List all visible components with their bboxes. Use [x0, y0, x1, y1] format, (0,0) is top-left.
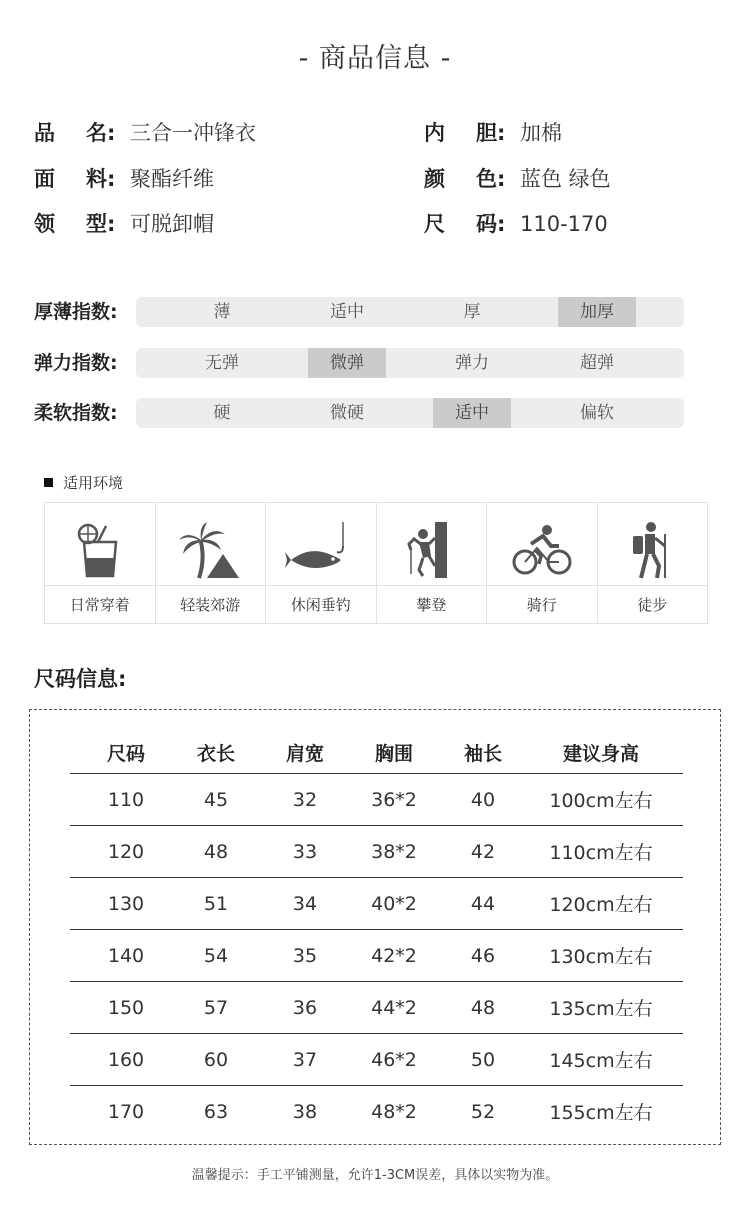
drink-glass-icon [45, 517, 155, 583]
table-cell: 63 [203, 1100, 229, 1123]
table-cell: 33 [292, 840, 318, 863]
table-cell: 140 [107, 944, 145, 967]
table-cell: 45 [203, 788, 229, 811]
env-label: 骑行 [487, 585, 597, 623]
table-cell: 120cm左右 [549, 894, 653, 916]
header-cell: 衣长 [196, 742, 235, 765]
cyclist-icon [487, 517, 597, 583]
elasticity-label: 弹力指数: [34, 352, 118, 374]
table-cell: 54 [203, 944, 229, 967]
env-label: 日常穿着 [45, 585, 155, 623]
table-cell: 120 [107, 840, 145, 863]
table-cell: 52 [470, 1100, 496, 1123]
table-cell: 145cm左右 [549, 1050, 653, 1072]
thickness-scale [136, 297, 684, 327]
table-cell: 110cm左右 [549, 842, 653, 864]
table-row [70, 1085, 683, 1137]
climber-icon [377, 517, 487, 583]
table-row [70, 929, 683, 981]
table-cell: 42 [470, 840, 496, 863]
table-row [70, 773, 683, 825]
table-cell: 50 [470, 1048, 496, 1071]
table-cell: 44*2 [371, 996, 417, 1019]
env-item-fishing [266, 503, 377, 623]
scale-option: 厚 [463, 302, 481, 322]
env-item-cycling [487, 503, 598, 623]
table-cell: 36 [292, 996, 318, 1019]
table-row [70, 877, 683, 929]
scale-option: 偏软 [580, 403, 614, 423]
table-cell: 48 [203, 840, 229, 863]
environment-title: 适用环境 [44, 472, 123, 494]
info-collar: 领 型: 可脱卸帽 [34, 212, 214, 236]
table-cell: 130cm左右 [549, 946, 653, 968]
env-item-hiking [598, 503, 708, 623]
softness-scale [136, 398, 684, 428]
table-cell: 130 [107, 892, 145, 915]
table-cell: 37 [292, 1048, 318, 1071]
info-name: 品 名: 三合一冲锋衣 [34, 121, 256, 145]
table-cell: 60 [203, 1048, 229, 1071]
table-cell: 38*2 [371, 840, 417, 863]
header-cell: 袖长 [463, 742, 502, 765]
header-cell: 建议身高 [562, 742, 639, 765]
size-table [29, 709, 721, 1145]
header-cell: 尺码 [106, 742, 145, 765]
table-cell: 150 [107, 996, 145, 1019]
env-item-daily [45, 503, 156, 623]
table-cell: 38 [292, 1100, 318, 1123]
info-fabric: 面 料: 聚酯纤维 [34, 167, 214, 191]
env-item-climbing [377, 503, 488, 623]
table-cell: 40 [470, 788, 496, 811]
table-header [70, 730, 683, 774]
palm-tree-icon [156, 517, 266, 583]
size-info-title: 尺码信息: [34, 667, 127, 691]
env-label: 轻装郊游 [156, 585, 266, 623]
table-cell: 57 [203, 996, 229, 1019]
table-cell: 100cm左右 [549, 790, 653, 812]
table-cell: 35 [292, 944, 318, 967]
table-row [70, 1033, 683, 1085]
env-label: 徒步 [598, 585, 708, 623]
table-cell: 160 [107, 1048, 145, 1071]
table-cell: 36*2 [371, 788, 417, 811]
scale-option: 适中 [433, 398, 511, 428]
table-cell: 170 [107, 1100, 145, 1123]
thickness-label: 厚薄指数: [34, 301, 118, 323]
scale-option: 适中 [330, 302, 364, 322]
header-cell: 胸围 [374, 742, 413, 765]
header-cell: 肩宽 [285, 742, 324, 765]
hiker-icon [598, 517, 708, 583]
env-item-outing [156, 503, 267, 623]
table-cell: 32 [292, 788, 318, 811]
table-cell: 42*2 [371, 944, 417, 967]
table-cell: 48*2 [371, 1100, 417, 1123]
table-cell: 46 [470, 944, 496, 967]
table-row [70, 981, 683, 1033]
table-cell: 44 [470, 892, 496, 915]
elasticity-scale [136, 348, 684, 378]
table-cell: 34 [292, 892, 318, 915]
scale-option: 硬 [213, 403, 231, 423]
scale-option: 弹力 [455, 353, 489, 373]
info-lining: 内 胆: 加棉 [424, 121, 562, 145]
scale-option: 超弹 [580, 353, 614, 373]
softness-label: 柔软指数: [34, 402, 118, 424]
table-cell: 135cm左右 [549, 998, 653, 1020]
fish-hook-icon [266, 517, 376, 583]
table-cell: 48 [470, 996, 496, 1019]
scale-option: 无弹 [205, 353, 239, 373]
env-label: 休闲垂钓 [266, 585, 376, 623]
table-cell: 46*2 [371, 1048, 417, 1071]
environment-grid [44, 502, 708, 624]
page-title: - 商品信息 - [298, 43, 452, 74]
footnote: 温馨提示：手工平铺测量，允许1-3CM误差，具体以实物为准。 [191, 1168, 559, 1183]
scale-option: 加厚 [558, 297, 636, 327]
table-cell: 40*2 [371, 892, 417, 915]
table-cell: 155cm左右 [549, 1102, 653, 1124]
scale-option: 微弹 [308, 348, 386, 378]
info-color: 颜 色: 蓝色 绿色 [424, 167, 611, 191]
square-bullet-icon [44, 478, 53, 487]
table-cell: 51 [203, 892, 229, 915]
scale-option: 微硬 [330, 403, 364, 423]
table-cell: 110 [107, 788, 145, 811]
env-label: 攀登 [377, 585, 487, 623]
scale-option: 薄 [213, 302, 231, 322]
table-row [70, 825, 683, 877]
info-size: 尺 码: 110-170 [424, 212, 608, 236]
